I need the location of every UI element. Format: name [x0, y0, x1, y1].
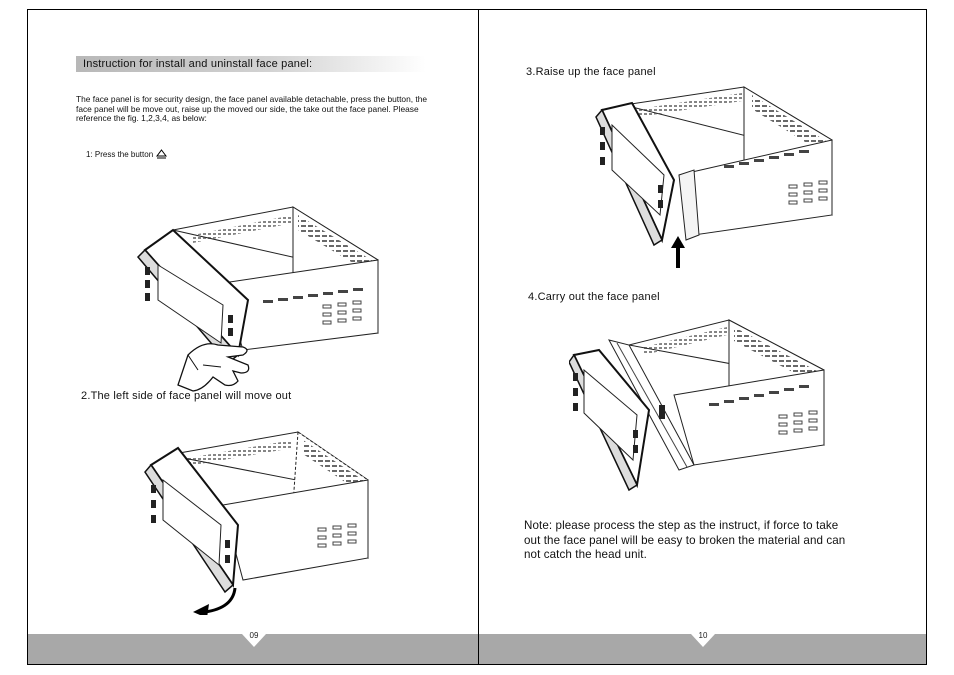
up-arrow-icon	[671, 236, 685, 268]
page-number-right: 10	[698, 631, 708, 640]
intro-paragraph: The face panel is for security design, the face panel available detachable, press the button, the face panel will be move out, raise up the moved our side, the take out the face panel. Please reference the fig. 1,2,3,4, as below:	[76, 94, 428, 124]
note-paragraph: Note: please process the step as the instruct, if force to take out the face panel will be easy to broken the material and can not catch the head unit.	[524, 519, 846, 561]
curved-arrow-icon	[205, 588, 235, 612]
right-footer-band	[479, 631, 926, 664]
figure1-press-button	[133, 205, 393, 395]
step4-caption: 4.Carry out the face panel	[528, 291, 660, 303]
left-page	[27, 9, 479, 665]
left-footer-band	[28, 631, 478, 664]
eject-triangle-icon	[156, 149, 167, 159]
figure4-remove-panel	[569, 315, 829, 495]
step2-caption: 2.The left side of face panel will move out	[81, 390, 292, 402]
step3-caption: 3.Raise up the face panel	[526, 66, 656, 78]
page-number-left: 09	[249, 631, 259, 640]
step1-instruction	[86, 149, 167, 159]
figure3-raise-panel	[594, 85, 844, 270]
right-page	[478, 9, 927, 665]
figure2-panel-moves-out	[143, 430, 373, 615]
step1-label: 1: Press the button	[86, 150, 154, 159]
section-header: Instruction for install and uninstall face panel:	[76, 56, 426, 72]
